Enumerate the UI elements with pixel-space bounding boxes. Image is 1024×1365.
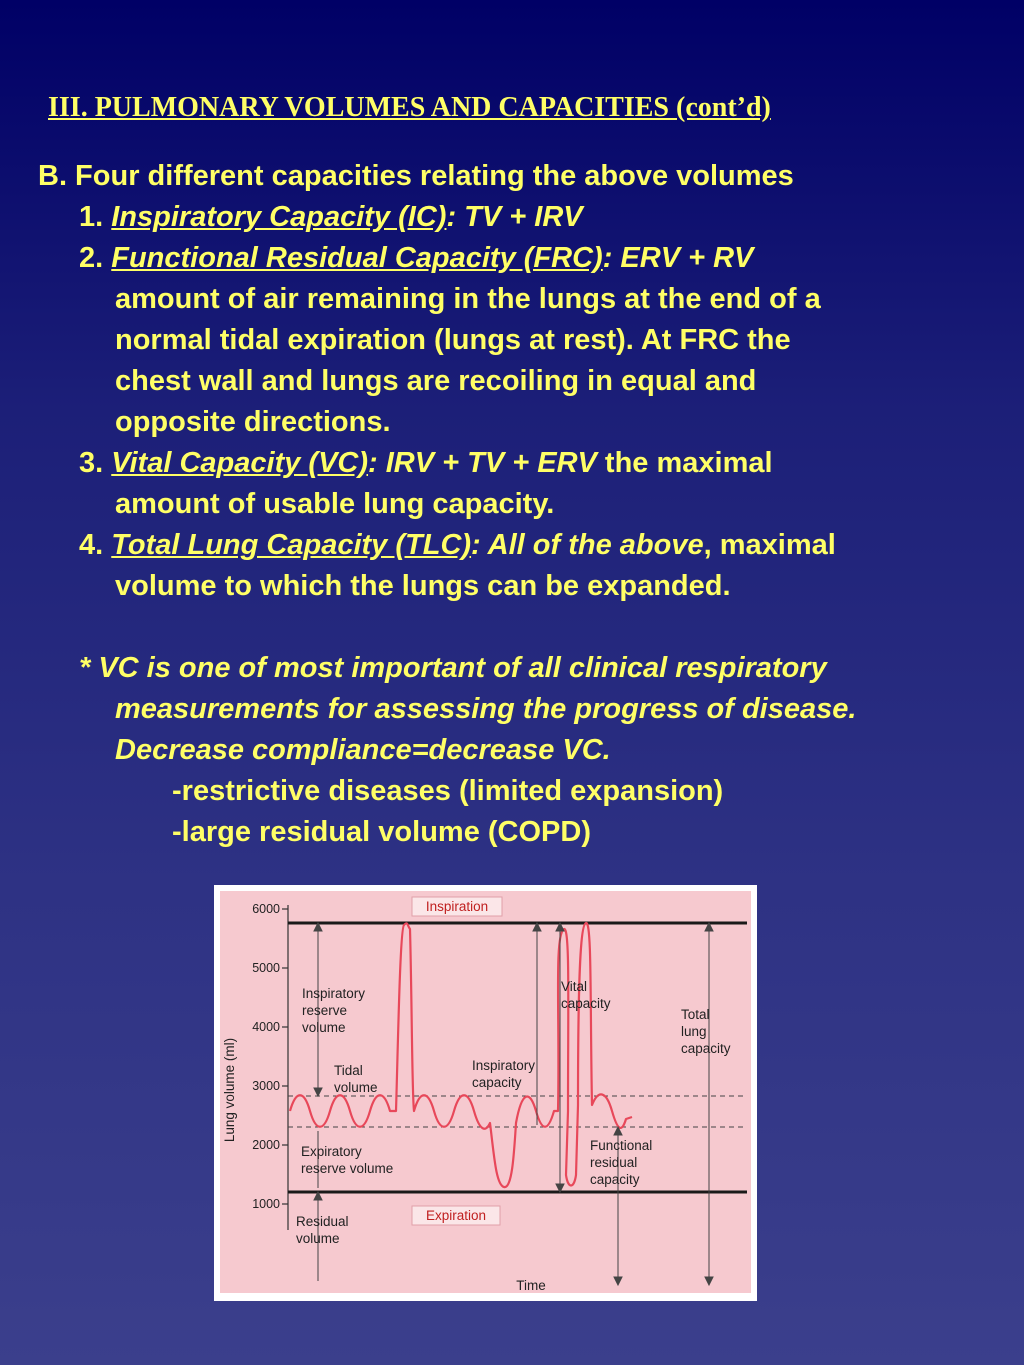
erv-label: Expiratory reserve volume — [301, 1144, 394, 1176]
item-description-line: opposite directions. — [115, 406, 391, 438]
y-tick-label: 2000 — [252, 1138, 280, 1152]
content-block — [38, 156, 1018, 853]
page-title: III. PULMONARY VOLUMES AND CAPACITIES (cont’d) — [48, 92, 771, 123]
item-formula: : All of the above — [471, 529, 704, 561]
y-tick-label: 6000 — [252, 902, 280, 916]
tlc-label: Total lung capacity — [681, 1007, 731, 1056]
y-axis-label: Lung volume (ml) — [222, 1037, 237, 1143]
note-line: * VC is one of most important of all clinical respiratory — [79, 652, 827, 684]
rv-label: Residual volume — [296, 1214, 349, 1246]
item-formula: : ERV + RV — [602, 242, 754, 274]
item-term: Vital Capacity (VC) — [111, 447, 369, 479]
note-line: measurements for assessing the progress of disease. — [115, 693, 857, 725]
x-axis-label: Time — [516, 1278, 546, 1293]
y-tick-label: 5000 — [252, 961, 280, 975]
item-description-line: normal tidal expiration (lungs at rest). At FRC the — [115, 324, 791, 356]
item-vc — [38, 443, 1018, 484]
item-term: Inspiratory Capacity (IC) — [111, 201, 447, 233]
item-formula: : TV + IRV — [446, 201, 583, 233]
frc-label: Functional residual capacity — [590, 1138, 653, 1187]
irv-label: Inspiratory reserve volume — [302, 986, 366, 1035]
item-number: 1. — [79, 201, 112, 233]
item-tlc — [38, 525, 1018, 566]
inspiration-label: Inspiration — [425, 899, 489, 914]
item-number: 4. — [79, 529, 112, 561]
note-bullet: -restrictive diseases (limited expansion) — [172, 775, 724, 807]
item-number: 3. — [79, 447, 112, 479]
item-description-line: amount of usable lung capacity. — [115, 488, 555, 520]
item-description-line: chest wall and lungs are recoiling in equal and — [115, 365, 757, 397]
item-term: Functional Residual Capacity (FRC) — [111, 242, 603, 274]
y-tick-label: 1000 — [252, 1197, 280, 1211]
expiration-label: Expiration — [425, 1208, 487, 1223]
item-description-line: amount of air remaining in the lungs at the end of a — [115, 283, 821, 315]
lung-volume-figure — [214, 885, 757, 1301]
item-description-inline: the maximal — [596, 447, 773, 479]
item-term: Total Lung Capacity (TLC) — [111, 529, 472, 561]
section-heading: B. Four different capacities relating the above volumes — [38, 160, 794, 192]
item-description-line: volume to which the lungs can be expanded. — [115, 570, 731, 602]
y-tick-label: 4000 — [252, 1020, 280, 1034]
vc-label: Vital capacity — [561, 979, 611, 1011]
y-tick-label: 3000 — [252, 1079, 280, 1093]
item-frc — [38, 238, 1018, 279]
item-description-inline: , maximal — [703, 529, 836, 561]
note-bullet: -large residual volume (COPD) — [172, 816, 591, 848]
ic-label: Inspiratory capacity — [472, 1058, 536, 1090]
item-formula: : IRV + TV + ERV — [368, 447, 597, 479]
spacer — [38, 607, 1018, 648]
item-ic — [38, 197, 1018, 238]
lung-volume-diagram — [214, 885, 757, 1301]
tv-label: Tidal volume — [334, 1063, 378, 1095]
item-number: 2. — [79, 242, 112, 274]
note-line: Decrease compliance=decrease VC. — [115, 734, 611, 766]
